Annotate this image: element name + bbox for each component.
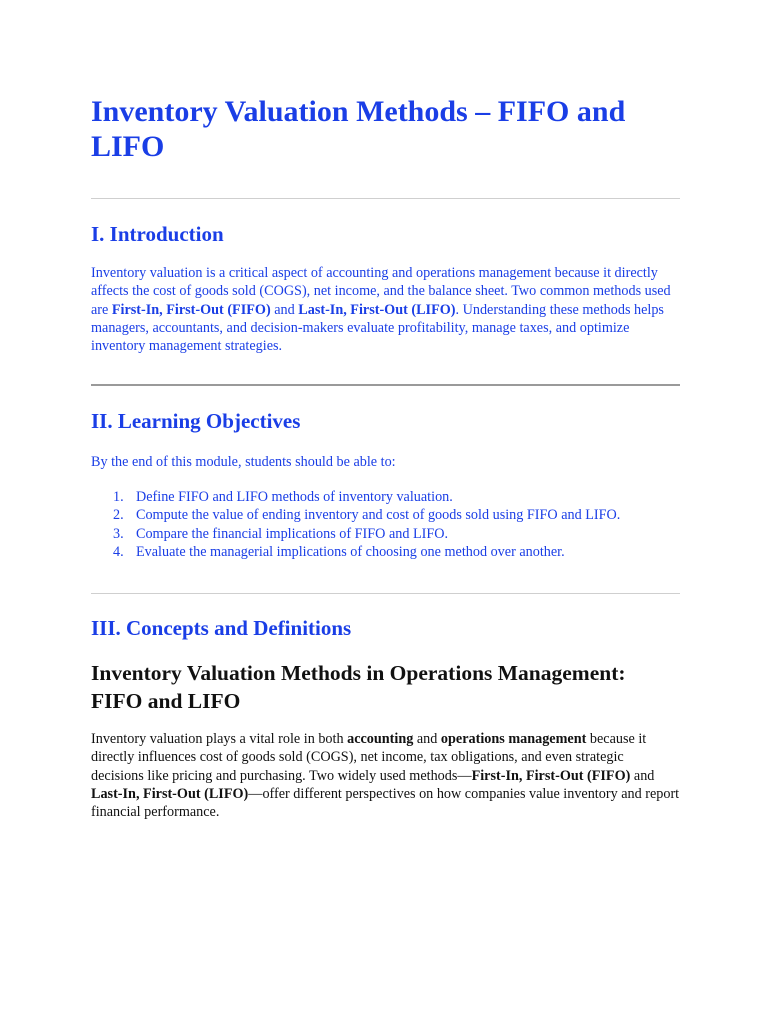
divider <box>91 384 680 386</box>
term-accounting: accounting <box>347 731 414 747</box>
concepts-subheading: Inventory Valuation Methods in Operations Management: FIFO and LIFO <box>91 661 626 713</box>
list-item: 3. Compare the financial implications of FIFO and LIFO. <box>113 525 449 542</box>
section-heading-introduction: I. Introduction <box>91 222 224 246</box>
objectives-list <box>91 488 620 561</box>
divider <box>91 593 680 594</box>
concepts-paragraph: Inventory valuation plays a vital role in both accounting and operations management because it directly influences cost of goods sold (COGS), net income, tax obligations, and even strategic decisions like pricing and purchasing. Two widely used methods—First-In, First-Out (FIFO) and Last-In, First-Out (LIFO)—offer different perspectives on how companies value inventory and report financial performance. <box>91 731 680 821</box>
list-item: 1. Define FIFO and LIFO methods of inventory valuation. <box>113 489 453 505</box>
page-title: Inventory Valuation Methods – FIFO and LIFO <box>91 95 626 163</box>
section-heading-concepts: III. Concepts and Definitions <box>91 616 352 640</box>
introduction-paragraph: Inventory valuation is a critical aspect of accounting and operations management because it directly affects the cost of goods sold (COGS), net income, and the balance sheet. Two common methods used are First-In, First-Out (FIFO) and Last-In, First-Out (LIFO). Understanding these methods helps managers, accountants, and decision-makers evaluate profitability, manage taxes, and optimize inventory management strategies. <box>91 265 671 355</box>
term-operations-management: operations management <box>440 731 587 747</box>
term-lifo: Last-In, First-Out (LIFO) <box>91 785 249 802</box>
list-item: 2. Compute the value of ending inventory and cost of goods sold using FIFO and LIFO. <box>113 507 621 524</box>
list-item: 4. Evaluate the managerial implications of choosing one method over another. <box>113 543 565 560</box>
objectives-intro: By the end of this module, students should be able to: <box>91 454 396 470</box>
term-fifo: First-In, First-Out (FIFO) <box>111 301 271 318</box>
term-fifo: First-In, First-Out (FIFO) <box>471 767 631 784</box>
divider <box>91 198 680 199</box>
term-lifo: Last-In, First-Out (LIFO) <box>298 301 456 318</box>
section-heading-objectives: II. Learning Objectives <box>91 409 301 433</box>
